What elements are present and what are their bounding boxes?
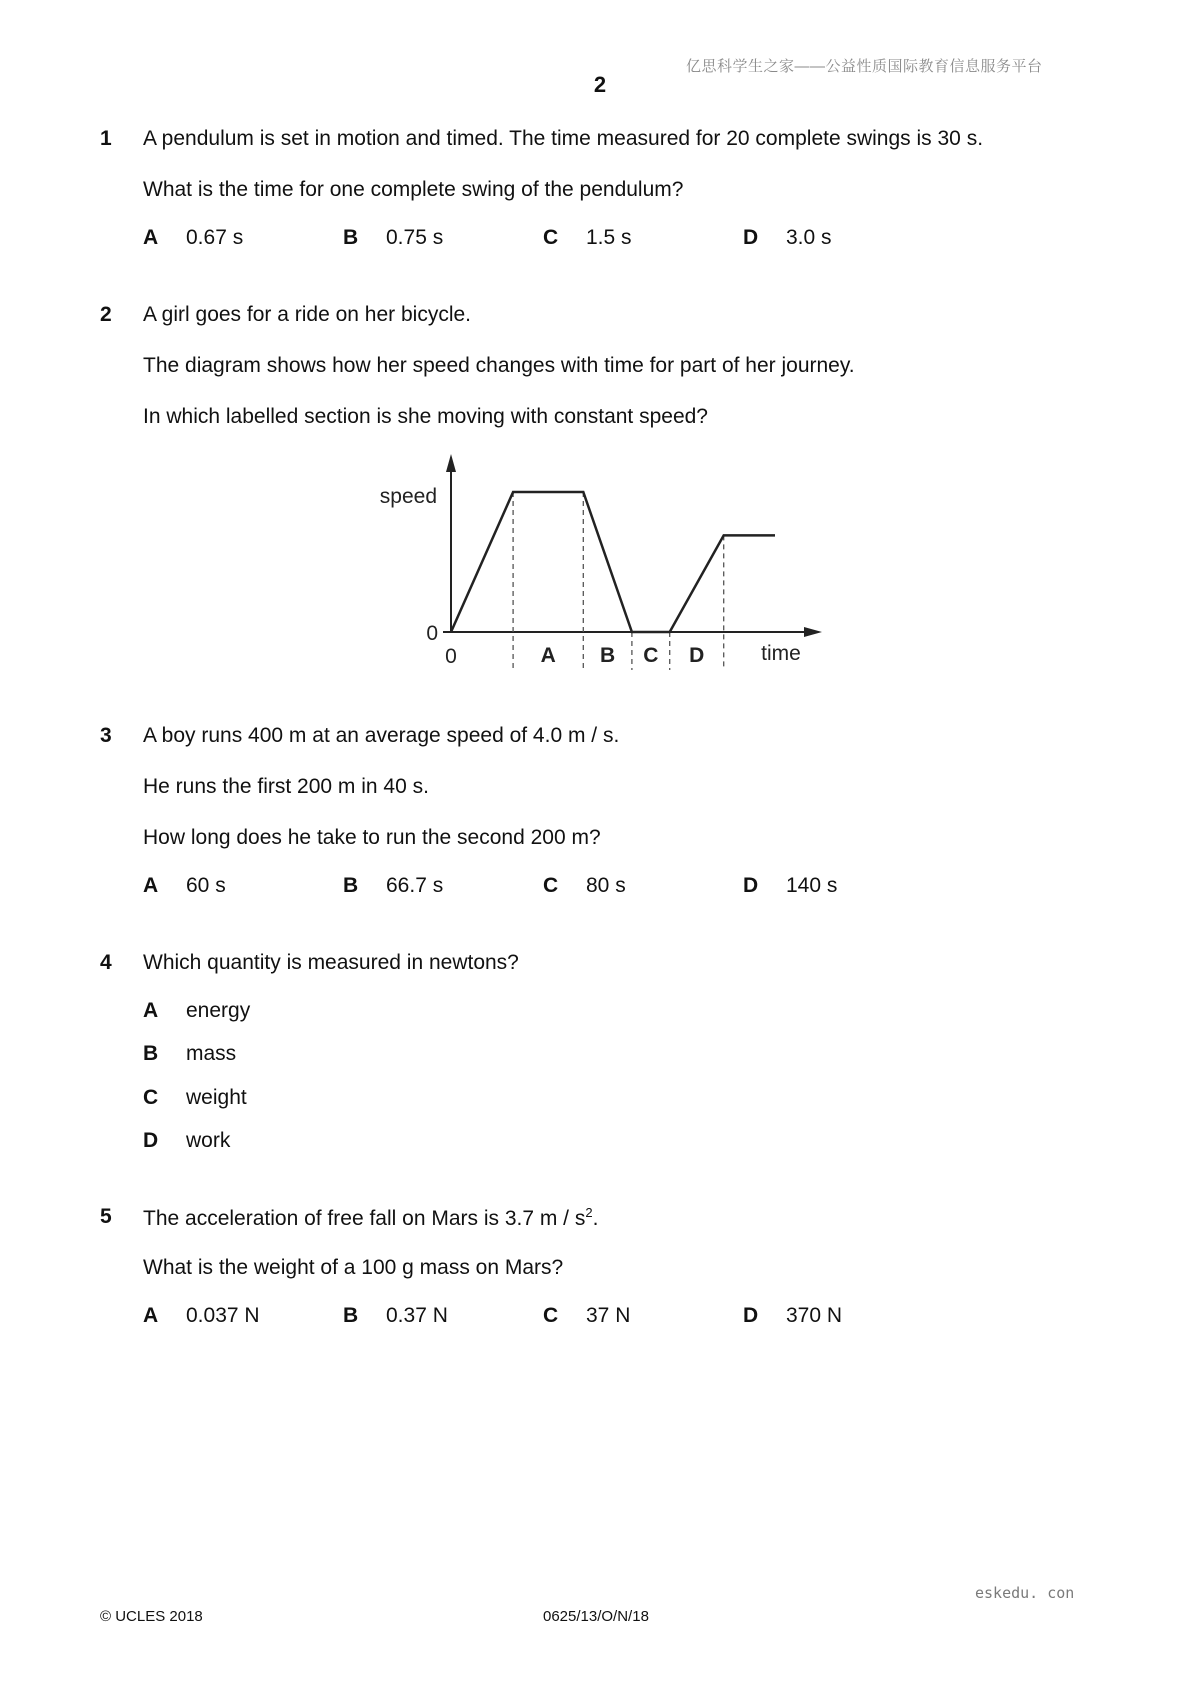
option-text: 0.67 s [186,226,244,249]
question-number: 1 [100,127,112,150]
question-text: What is the time for one complete swing of the pendulum? [143,178,684,201]
question-text: A pendulum is set in motion and timed. The time measured for 20 complete swings is 30 s. [143,127,984,150]
option-letter: A [143,1304,159,1327]
copyright: © UCLES 2018 [100,1608,203,1625]
watermark-text: 亿思科学生之家——公益性质国际教育信息服务平台 [686,58,1043,75]
question-number: 2 [100,303,112,326]
x-axis-label: time [761,642,801,665]
question-text: A boy runs 400 m at an average speed of 4.0 m / s. [143,724,620,747]
speed-line [451,492,775,632]
option-text: 0.75 s [386,226,444,249]
option-text: 0.037 N [186,1304,260,1327]
section-label: A [540,644,556,667]
option-text: 3.0 s [786,226,832,249]
question-text: What is the weight of a 100 g mass on Mars? [143,1256,564,1279]
option-text: 370 N [786,1304,843,1327]
option-letter: B [343,226,359,249]
page-number: 2 [593,72,607,97]
question-text-end: . [592,1207,599,1230]
question-text: How long does he take to run the second 200 m? [143,826,601,849]
option-letter: C [543,874,559,897]
option-text: 80 s [586,874,626,897]
paper-code: 0625/13/O/N/18 [543,1608,649,1625]
question-number: 5 [100,1205,112,1228]
option-letter: D [143,1129,159,1152]
option-letter: D [743,226,759,249]
section-label: D [689,644,705,667]
option-text: 140 s [786,874,838,897]
option-letter: C [543,1304,559,1327]
option-letter: D [743,1304,759,1327]
y-axis-label: speed [379,485,437,508]
option-letter: D [743,874,759,897]
option-text: mass [186,1042,237,1065]
x-origin-label: 0 [445,645,457,668]
option-letter: A [143,874,159,897]
question-text-body: The acceleration of free fall on Mars is 3.7 m / s [143,1207,586,1230]
option-letter: B [343,874,359,897]
superscript: 2 [585,1205,593,1220]
option-text: 1.5 s [586,226,632,249]
option-letter: C [543,226,559,249]
option-letter: A [143,226,159,249]
question-text: The diagram shows how her speed changes with time for part of her journey. [143,354,855,377]
question-number: 3 [100,724,112,747]
option-text: 60 s [186,874,226,897]
option-letter: A [143,999,159,1022]
y-origin-label: 0 [426,622,438,645]
option-text: work [186,1129,231,1152]
question-text: A girl goes for a ride on her bicycle. [143,303,472,326]
y-axis-arrowhead [446,454,456,472]
option-letter: C [143,1086,159,1109]
option-text: weight [186,1086,247,1109]
question-text: In which labelled section is she moving with constant speed? [143,405,708,428]
section-label: B [600,644,616,667]
site-watermark: eskedu. con [975,1584,1075,1602]
option-text: 66.7 s [386,874,444,897]
question-number: 4 [100,951,112,974]
question-text: He runs the first 200 m in 40 s. [143,775,429,798]
option-text: 37 N [586,1304,631,1327]
option-letter: B [343,1304,359,1327]
x-axis-arrowhead [804,627,822,637]
option-letter: B [143,1042,159,1065]
question-text: Which quantity is measured in newtons? [143,951,519,974]
option-text: 0.37 N [386,1304,448,1327]
option-text: energy [186,999,251,1022]
question-text [143,1205,598,1231]
section-label: C [643,644,659,667]
